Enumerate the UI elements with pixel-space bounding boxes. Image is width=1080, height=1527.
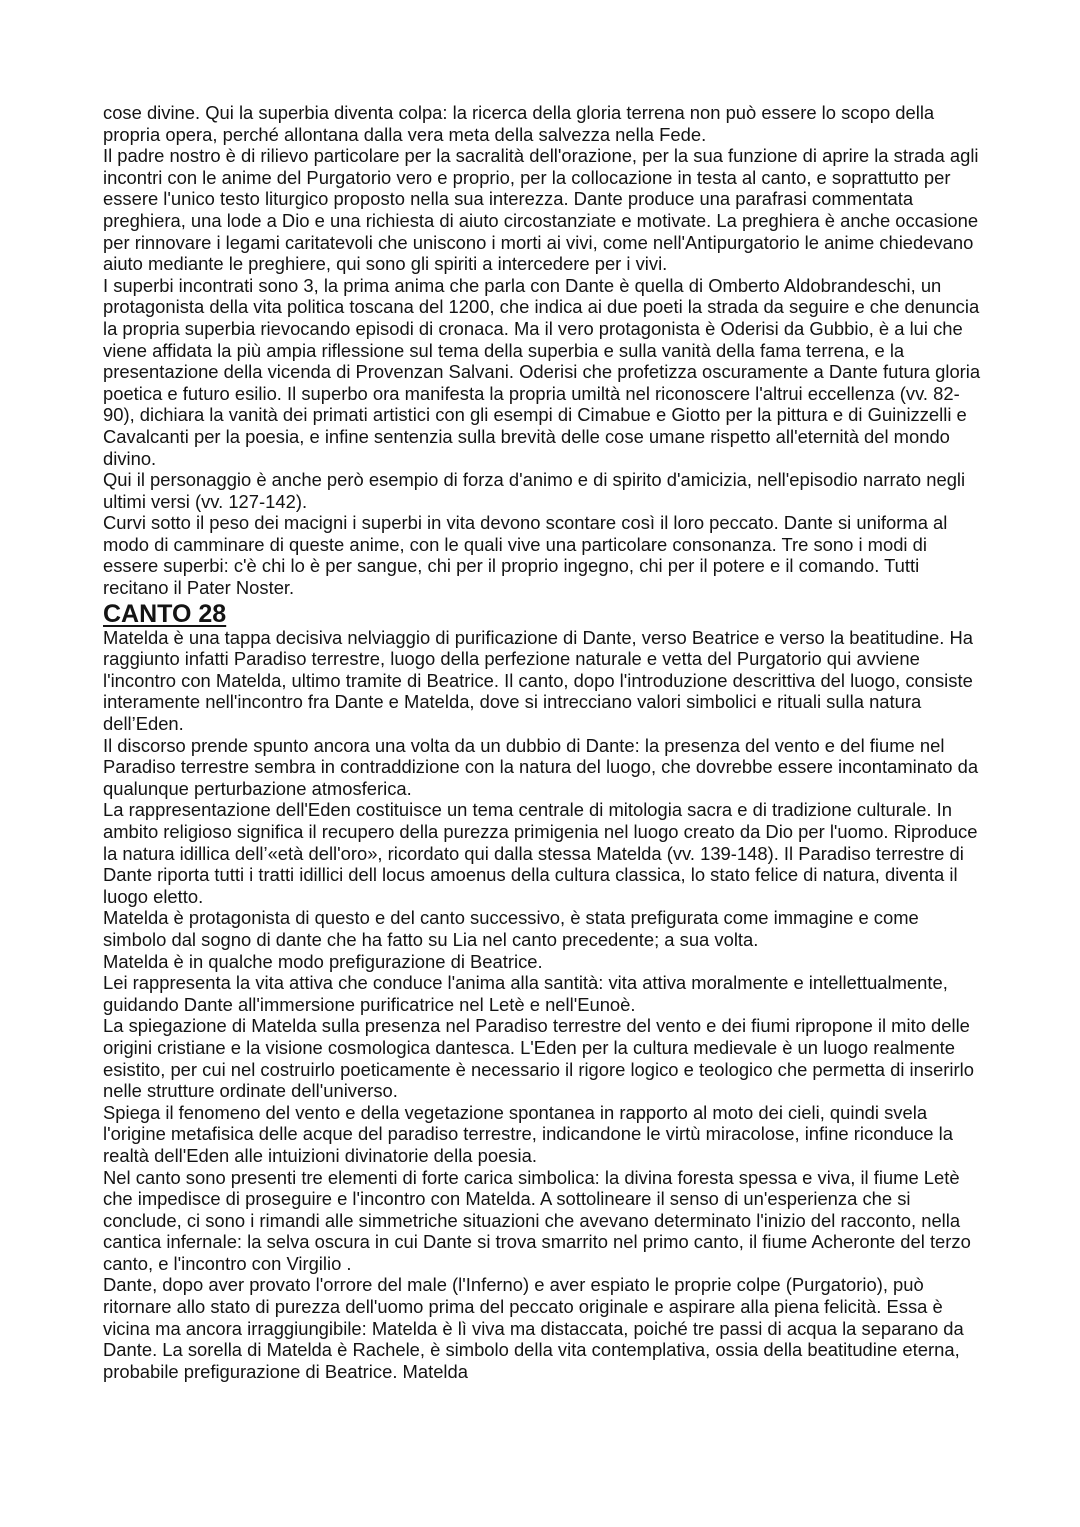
document-page [103, 102, 983, 1382]
paragraph-spiegazione-matelda: La spiegazione di Matelda sulla presenza nel Paradiso terrestre del vento e dei fiumi ripropone il mito delle origini cristiane e la visione cosmologica dantesca. L'Eden per la cultura medievale è un luogo realmente esistito, per cui nel costruirlo poeticamente è necessario il rigore logico e teologico che permetta di inserirlo nelle strutture ordinate dell'universo. [103, 1015, 974, 1102]
paragraph-curvi-macigni: Curvi sotto il peso dei macigni i superbi in vita devono scontare così il loro peccato. Dante si uniforma al modo di camminare di queste anime, con le quali vive una particolare consonanza. Tre sono i modi di essere superbi: c'è chi lo è per sangue, chi per il proprio ingegno, chi per il potere e il comando. Tutti recitano il Pater Noster. [103, 512, 948, 599]
paragraph-matelda-protagonista: Matelda è protagonista di questo e del canto successivo, è stata prefigurata come immagine e come simbolo dal sogno di dante che ha fatto su Lia nel canto precedente; a sua volta. [103, 907, 919, 950]
paragraph-dante-purezza: Dante, dopo aver provato l'orrore del male (l'Inferno) e aver espiato le proprie colpe (Purgatorio), può ritornare allo stato di purezza dell'uomo prima del peccato originale e aspirare alla piena felicità. Essa è vicina ma ancora irraggiungibile: Matelda è lì viva ma distaccata, poiché tre passi di acqua la separano da Dante. La sorella di Matelda è Rachele, è simbolo della vita contemplativa, ossia della beatitudine eterna, probabile prefigurazione di Beatrice. Matelda [103, 1274, 964, 1382]
paragraph-elementi-simbolici: Nel canto sono presenti tre elementi di forte carica simbolica: la divina foresta spessa e viva, il fiume Letè che impedisce di proseguire e l'incontro con Matelda. A sottolineare il senso di un'esperienza che si conclude, ci sono i rimandi alle simmetriche situazioni che avevano determinato l'inizio del racconto, nella cantica infernale: la selva oscura in cui Dante si trova smarrito nel primo canto, il fiume Acheronte del terzo canto, e l'incontro con Virgilio . [103, 1166, 971, 1274]
paragraph-vita-attiva: Lei rappresenta la vita attiva che conduce l'anima alla santità: vita attiva moralmente e intellettualmente, guidando Dante all'immersione purificatrice nel Letè e nell'Eunoè. [103, 972, 948, 1015]
paragraph-fenomeno-vento: Spiega il fenomeno del vento e della vegetazione spontanea in rapporto al moto dei cieli, quindi svela l'origine metafisica delle acque del paradiso terrestre, indicandone le virtù miracolose, infine riconduce la realtà dell'Eden alle intuizioni divinatorie della poesia. [103, 1101, 953, 1166]
canto-28-heading: CANTO 28 [103, 599, 227, 628]
paragraph-discorso-dubbio: Il discorso prende spunto ancora una volta da un dubbio di Dante: la presenza del vento e del fiume nel Paradiso terrestre sembra in contraddizione con la natura del luogo, che dovrebbe essere incontaminato da qualunque perturbazione atmosferica. [103, 734, 979, 799]
paragraph-matelda-prefigurazione: Matelda è in qualche modo prefigurazione di Beatrice. [103, 950, 543, 972]
paragraph-matelda-tappa: Matelda è una tappa decisiva nelviaggio di purificazione di Dante, verso Beatrice e verso la beatitudine. Ha raggiunto infatti Paradiso terrestre, luogo della perfezione naturale e vetta del Purgatorio qui avviene l'incontro con Matelda, ultimo tramite di Beatrice. Il canto, dopo l'introduzione descrittiva del luogo, consiste interamente nell'incontro fra Dante e Matelda, dove si intrecciano valori simbolici e rituali sulla natura dell’Eden. [103, 626, 973, 735]
paragraph-superbia-colpa: cose divine. Qui la superbia diventa colpa: la ricerca della gloria terrena non può essere lo scopo della propria opera, perché allontana dalla vera meta della salvezza nella Fede. [103, 102, 935, 145]
paragraph-padre-nostro: Il padre nostro è di rilievo particolare per la sacralità dell'orazione, per la sua funzione di aprire la strada agli incontri con le anime del Purgatorio vero e proprio, per la collocazione in testa al canto, e soprattutto per essere l'unico testo liturgico proposto nella sua interezza. Dante produce una parafrasi commentata preghiera, una lode a Dio e una richiesta di aiuto circostanziate e motivate. La preghiera è anche occasione per rinnovare i legami caritatevoli che uniscono i morti ai vivi, come nell'Antipurgatorio le anime chiedevano aiuto mediante le preghiere, qui sono gli spiriti a intercedere per i vivi. [103, 145, 979, 275]
paragraph-rappresentazione-eden: La rappresentazione dell'Eden costituisce un tema centrale di mitologia sacra e di tradizione culturale. In ambito religioso significa il recupero della purezza primigenia nel luogo creato da Dio per l'uomo. Riproduce la natura idillica dell’«età dell'oro», ricordato qui dalla stessa Matelda (vv. 139-148). Il Paradiso terrestre di Dante riporta tutti i tratti idillici dell locus amoenus della cultura classica, lo stato felice di natura, diventa il luogo eletto. [103, 799, 978, 907]
paragraph-superbi-incontrati: I superbi incontrati sono 3, la prima anima che parla con Dante è quella di Omberto Aldobrandeschi, un protagonista della vita politica toscana del 1200, che indica ai due poeti la strada da seguire e che denuncia la propria superbia rievocando episodi di cronaca. Ma il vero protagonista è Oderisi da Gubbio, è a lui che viene affidata la più ampia riflessione sul tema della superbia e sulla vanità della fama terrena, e la presentazione della vicenda di Provenzan Salvani. Oderisi che profetizza oscuramente a Dante futura gloria poetica e futuro esilio. Il superbo ora manifesta la propria umiltà nel riconoscere l'altrui eccellenza (vv. 82-90), dichiara la vanità dei primati artistici con gli esempi di Cimabue e Giotto per la pittura e di Guinizzelli e Cavalcanti per la poesia, e infine sentenzia sulla brevità delle cose umane rispetto all'eternità del mondo divino. [103, 274, 981, 469]
paragraph-forza-animo: Qui il personaggio è anche però esempio di forza d'animo e di spirito d'amicizia, nell'episodio narrato negli ultimi versi (vv. 127-142). [103, 469, 966, 512]
